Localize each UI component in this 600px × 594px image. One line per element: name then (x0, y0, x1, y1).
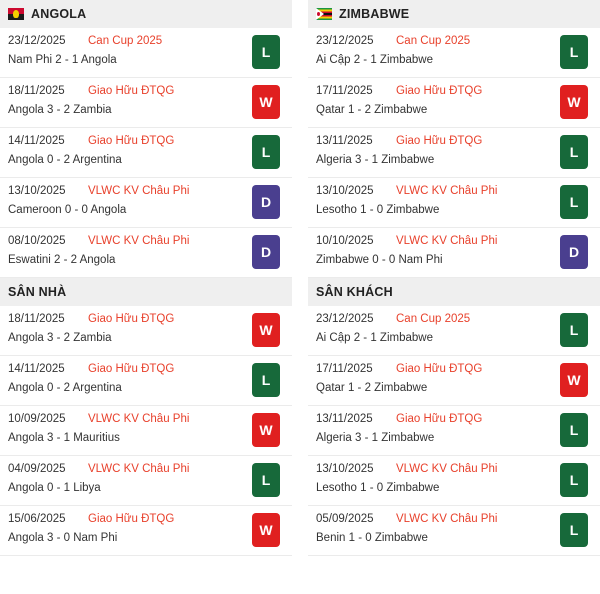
match-row[interactable] (0, 406, 292, 456)
match-row[interactable] (308, 28, 600, 78)
match-meta (316, 463, 592, 475)
match-row[interactable] (308, 506, 600, 556)
result-badge: L (560, 313, 588, 347)
match-meta (8, 313, 284, 325)
match-date: 23/12/2025 (8, 35, 66, 47)
match-date: 13/11/2025 (316, 413, 373, 425)
match-meta (316, 135, 592, 147)
match-row[interactable] (0, 128, 292, 178)
match-competition[interactable]: Giao Hữu ĐTQG (88, 85, 175, 97)
result-badge: L (560, 35, 588, 69)
match-competition[interactable]: Can Cup 2025 (88, 35, 163, 47)
match-row[interactable] (308, 228, 600, 278)
match-meta (8, 35, 284, 47)
match-score: Benin 1 - 0 Zimbabwe (316, 532, 428, 544)
match-score: Angola 0 - 2 Argentina (8, 154, 122, 166)
result-badge: L (252, 463, 280, 497)
match-score: Eswatini 2 - 2 Angola (8, 254, 116, 266)
result-badge: W (252, 313, 280, 347)
match-meta (316, 313, 592, 325)
away-matches-title: SÂN KHÁCH (316, 285, 393, 299)
match-row[interactable] (0, 506, 292, 556)
match-competition[interactable]: Giao Hữu ĐTQG (396, 413, 483, 425)
match-competition[interactable]: VLWC KV Châu Phi (88, 463, 190, 475)
match-meta (316, 235, 592, 247)
match-meta (8, 513, 284, 525)
result-badge: L (560, 135, 588, 169)
match-meta (316, 185, 592, 197)
match-meta (8, 135, 284, 147)
result-badge: W (252, 513, 280, 547)
match-meta (316, 363, 592, 375)
match-row[interactable] (0, 78, 292, 128)
result-badge: W (560, 363, 588, 397)
match-score: Angola 3 - 1 Mauritius (8, 432, 120, 444)
home-matches-header (0, 278, 292, 306)
match-meta (316, 513, 592, 525)
result-badge: L (560, 513, 588, 547)
match-date: 17/11/2025 (316, 363, 373, 375)
match-competition[interactable]: VLWC KV Châu Phi (88, 235, 190, 247)
home-matches-title: SÂN NHÀ (8, 285, 67, 299)
match-score: Ai Cập 2 - 1 Zimbabwe (316, 54, 433, 66)
match-row[interactable] (308, 456, 600, 506)
match-meta (8, 363, 284, 375)
match-competition[interactable]: Giao Hữu ĐTQG (88, 313, 175, 325)
match-score: Algeria 3 - 1 Zimbabwe (316, 154, 435, 166)
match-date: 14/11/2025 (8, 135, 65, 147)
match-date: 23/12/2025 (316, 35, 374, 47)
match-meta (316, 413, 592, 425)
result-badge: W (560, 85, 588, 119)
result-badge: L (252, 35, 280, 69)
match-row[interactable] (308, 78, 600, 128)
match-score: Lesotho 1 - 0 Zimbabwe (316, 482, 440, 494)
match-competition[interactable]: Can Cup 2025 (396, 313, 471, 325)
result-badge: L (560, 413, 588, 447)
match-row[interactable] (308, 306, 600, 356)
match-score: Angola 3 - 2 Zambia (8, 332, 112, 344)
match-competition[interactable]: VLWC KV Châu Phi (396, 513, 498, 525)
away-matches-header (308, 278, 600, 306)
result-badge: W (252, 85, 280, 119)
match-meta (8, 185, 284, 197)
left-team-header (0, 0, 292, 28)
zimbabwe-flag-icon (316, 8, 332, 20)
result-badge: D (252, 235, 280, 269)
result-badge: L (560, 463, 588, 497)
match-score: Angola 0 - 2 Argentina (8, 382, 122, 394)
match-row[interactable] (308, 128, 600, 178)
match-competition[interactable]: Giao Hữu ĐTQG (88, 363, 175, 375)
result-badge: W (252, 413, 280, 447)
match-date: 04/09/2025 (8, 463, 66, 475)
match-date: 15/06/2025 (8, 513, 66, 525)
match-row[interactable] (0, 28, 292, 78)
match-meta (8, 85, 284, 97)
match-meta (8, 235, 284, 247)
match-score: Algeria 3 - 1 Zimbabwe (316, 432, 435, 444)
match-date: 13/10/2025 (316, 185, 374, 197)
match-score: Angola 0 - 1 Libya (8, 482, 101, 494)
match-competition[interactable]: Giao Hữu ĐTQG (88, 513, 175, 525)
match-row[interactable] (0, 306, 292, 356)
match-row[interactable] (0, 456, 292, 506)
match-score: Lesotho 1 - 0 Zimbabwe (316, 204, 440, 216)
right-team-name: ZIMBABWE (339, 7, 410, 21)
match-date: 10/09/2025 (8, 413, 66, 425)
left-team-name: ANGOLA (31, 7, 87, 21)
angola-flag-icon (8, 8, 24, 20)
result-badge: L (252, 363, 280, 397)
match-competition[interactable]: VLWC KV Châu Phi (88, 413, 190, 425)
match-date: 18/11/2025 (8, 313, 65, 325)
match-competition[interactable]: Giao Hữu ĐTQG (396, 135, 483, 147)
match-score: Ai Cập 2 - 1 Zimbabwe (316, 332, 433, 344)
match-date: 13/10/2025 (8, 185, 66, 197)
result-badge: L (252, 135, 280, 169)
match-row[interactable] (0, 356, 292, 406)
match-date: 14/11/2025 (8, 363, 65, 375)
match-competition[interactable]: VLWC KV Châu Phi (88, 185, 190, 197)
match-date: 13/11/2025 (316, 135, 373, 147)
match-row[interactable] (308, 178, 600, 228)
match-date: 23/12/2025 (316, 313, 374, 325)
right-team-column (308, 0, 600, 594)
result-badge: D (560, 235, 588, 269)
result-badge: D (252, 185, 280, 219)
match-row[interactable] (308, 406, 600, 456)
result-badge: L (560, 185, 588, 219)
match-competition[interactable]: Giao Hữu ĐTQG (396, 363, 483, 375)
match-competition[interactable]: VLWC KV Châu Phi (396, 185, 498, 197)
match-score: Angola 3 - 2 Zambia (8, 104, 112, 116)
match-competition[interactable]: VLWC KV Châu Phi (396, 235, 498, 247)
match-score: Qatar 1 - 2 Zimbabwe (316, 104, 428, 116)
match-meta (316, 85, 592, 97)
match-score: Nam Phi 2 - 1 Angola (8, 54, 117, 66)
match-date: 10/10/2025 (316, 235, 374, 247)
match-date: 17/11/2025 (316, 85, 373, 97)
match-date: 08/10/2025 (8, 235, 66, 247)
match-row[interactable] (308, 356, 600, 406)
match-date: 05/09/2025 (316, 513, 374, 525)
left-team-column (0, 0, 292, 594)
match-date: 13/10/2025 (316, 463, 374, 475)
match-row[interactable] (0, 228, 292, 278)
match-score: Qatar 1 - 2 Zimbabwe (316, 382, 428, 394)
match-score: Cameroon 0 - 0 Angola (8, 204, 127, 216)
right-team-header (308, 0, 600, 28)
match-row[interactable] (0, 178, 292, 228)
match-meta (316, 35, 592, 47)
column-divider (292, 0, 308, 594)
match-competition[interactable]: Giao Hữu ĐTQG (396, 85, 483, 97)
match-score: Angola 3 - 0 Nam Phi (8, 532, 118, 544)
match-score: Zimbabwe 0 - 0 Nam Phi (316, 254, 443, 266)
match-meta (8, 413, 284, 425)
match-date: 18/11/2025 (8, 85, 65, 97)
match-competition[interactable]: Can Cup 2025 (396, 35, 471, 47)
match-competition[interactable]: VLWC KV Châu Phi (396, 463, 498, 475)
match-competition[interactable]: Giao Hữu ĐTQG (88, 135, 175, 147)
match-meta (8, 463, 284, 475)
